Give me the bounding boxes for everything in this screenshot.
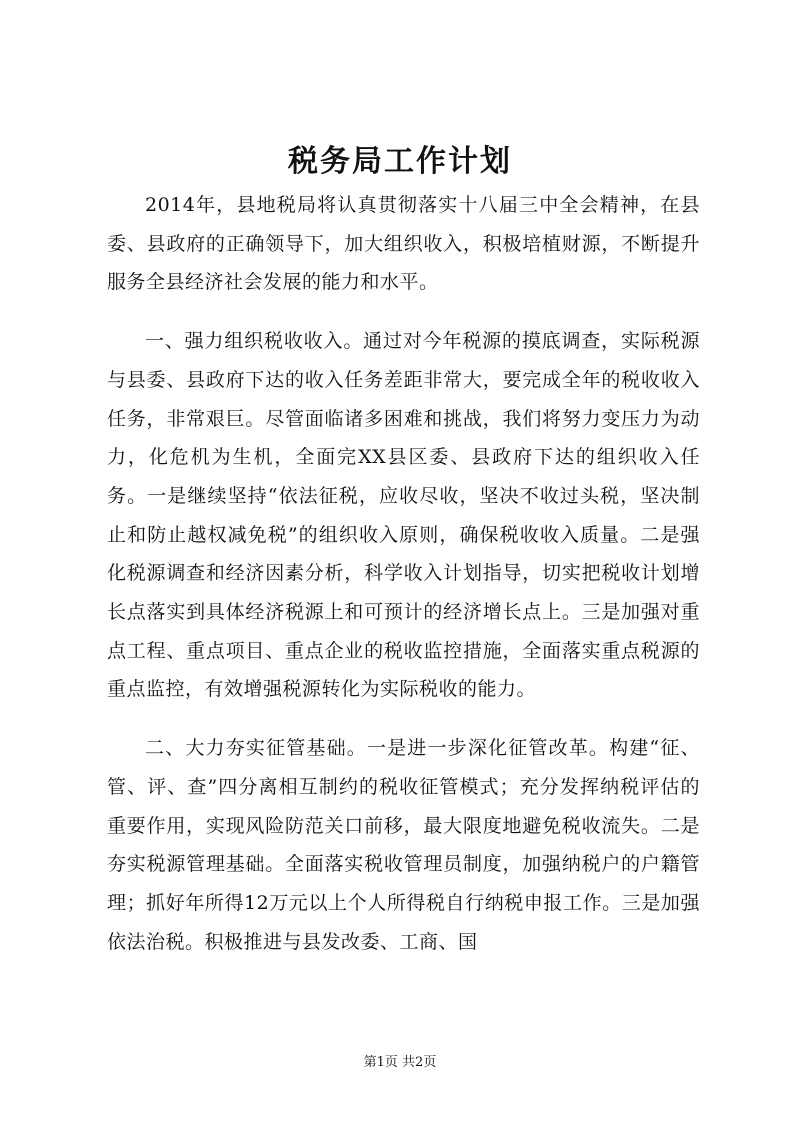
page-number-footer: 第1页 共2页	[363, 1055, 437, 1070]
document-body	[107, 186, 700, 961]
paragraph-intro: 2014年，县地税局将认真贯彻落实十八届三中全会精神，在县委、县政府的正确领导下，加大组织收入，积极培植财源，不断提升服务全县经济社会发展的能力和水平。	[107, 194, 700, 294]
paragraph-section-2: 二、大力夯实征管基础。一是进一步深化征管改革。构建“征、管、评、查”四分离相互制约的税收征管模式；充分发挥纳税评估的重要作用，实现风险防范关口前移，最大限度地避免税收流失。二是夯实税源管理基础。全面落实税收管理员制度，加强纳税户的户籍管理；抓好年所得12万元以上个人所得税自行纳税申报工作。三是加强依法治税。积极推进与县发改委、工商、国	[107, 737, 700, 953]
paragraph-section-1: 一、强力组织税收收入。通过对今年税源的摸底调查，实际税源与县委、县政府下达的收入任务差距非常大，要完成全年的税收收入任务，非常艰巨。尽管面临诸多困难和挑战，我们将努力变压力为动力，化危机为生机，全面完XX县区委、县政府下达的组织收入任务。一是继续坚持“依法征税，应收尽收，坚决不收过头税，坚决制止和防止越权减免税”的组织收入原则，确保税收收入质量。二是强化税源调查和经济因素分析，科学收入计划指导，切实把税收计划增长点落实到具体经济税源上和可预计的经济增长点上。三是加强对重点工程、重点项目、重点企业的税收监控措施，全面落实重点税源的重点监控，有效增强税源转化为实际税收的能力。	[107, 330, 700, 701]
document-title: 税务局工作计划	[288, 144, 512, 179]
